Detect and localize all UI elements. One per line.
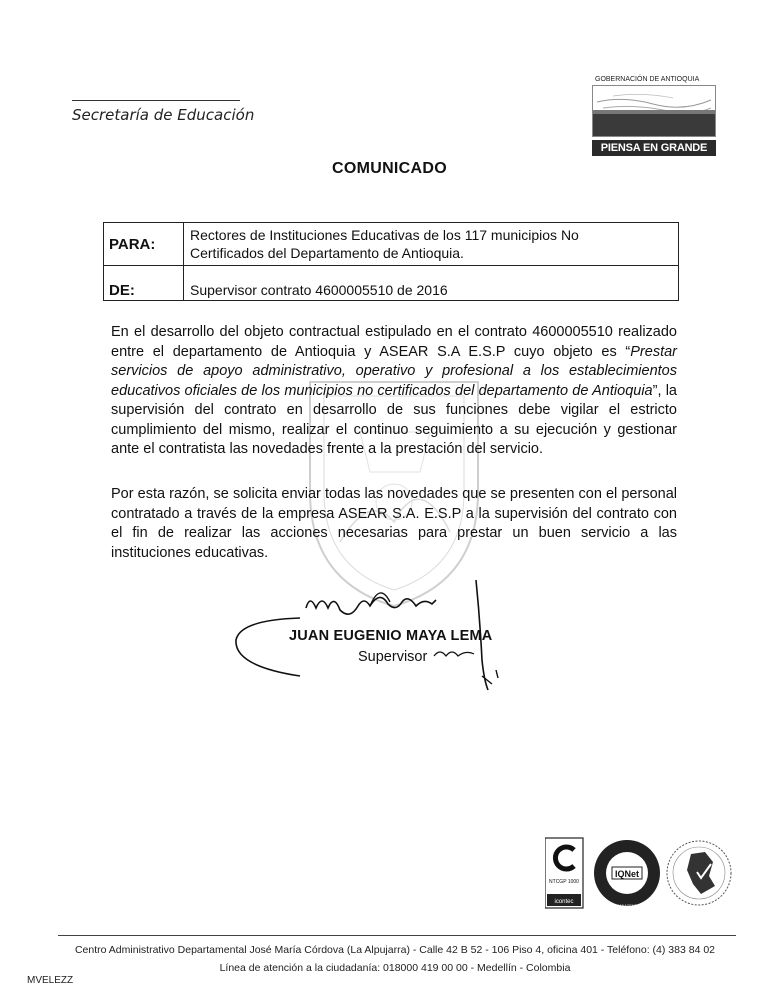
iqnet-logo-icon	[594, 840, 660, 908]
footer-rule	[58, 935, 736, 936]
body-paragraph-2: Por esta razón, se solicita enviar todas las novedades que se presenten con el personal contratado a través de la empresa ASEAR S.A. E.S.P a la supervisión del contrato con el fin de realizar las acciones necesarias para prestar un buen servicio a las instituciones educativas.	[111, 486, 677, 561]
document-title: COMUNICADO	[332, 160, 447, 177]
logo-slogan: PIENSA EN GRANDE	[592, 140, 716, 156]
p1-end: ”, la supervisión del contrato en desarrollo de sus funciones debe vigilar el estricto cumplimiento del mismo, realizar el continuo seguimiento a su ejecución y gestionar ante el contratista las novedades frente a la prestación del servicio.	[111, 382, 677, 457]
author-initials: MVELEZZ	[27, 975, 74, 986]
para-value-line1: Rectores de Instituciones Educativas de los 117 municipios No	[190, 227, 579, 243]
header-rule	[72, 100, 240, 101]
addressee-table	[103, 222, 679, 301]
colombia-map-seal-icon	[667, 841, 731, 905]
icontec-code: NTCGP 1000	[549, 879, 579, 885]
signer-name: JUAN EUGENIO MAYA LEMA	[289, 628, 493, 644]
signer-role: Supervisor	[358, 649, 428, 665]
certification-logos	[545, 836, 735, 910]
iqnet-ring: CERTIFIED MANAGEMENT SYSTEM	[596, 904, 658, 908]
secretaria-title: Secretaría de Educación	[72, 106, 255, 124]
table-row-de	[104, 266, 679, 301]
de-label: DE:	[104, 266, 184, 301]
body-paragraph-1	[111, 323, 677, 460]
iqnet-brand: IQNet	[614, 869, 640, 879]
para-value	[184, 223, 679, 266]
landscape-logo-image	[592, 85, 716, 137]
icontec-brand: icontec	[554, 899, 574, 905]
gobernacion-logo	[592, 76, 720, 156]
table-row-para	[104, 223, 679, 266]
de-value: Supervisor contrato 4600005510 de 2016	[184, 266, 679, 301]
p1-start: En el desarrollo del objeto contractual estipulado en el contrato 4600005510 realizado entre el departamento de Antioquia y ASEAR S.A E.S.P cuyo objeto es “	[111, 324, 677, 360]
para-label: PARA:	[104, 223, 184, 266]
gobernacion-name: GOBERNACIÓN DE ANTIOQUIA	[595, 76, 700, 83]
para-value-line2: Certificados del Departamento de Antioquia.	[190, 245, 464, 261]
footer-address: Centro Administrativo Departamental José María Córdova (La Alpujarra) - Calle 42 B 52 - 106 Piso 4, oficina 401 - Teléfono: (4) 383 84 02	[74, 944, 716, 956]
icontec-logo-icon	[545, 838, 583, 908]
p1-contract-object: Prestar servicios de apoyo administrativo, operativo y profesional a los establecimientos educativos oficiales de los municipios no certificados del departamento de Antioquia	[111, 343, 677, 399]
footer-contact: Línea de atención a la ciudadanía: 018000 419 00 00 - Medellín - Colombia	[219, 962, 571, 974]
